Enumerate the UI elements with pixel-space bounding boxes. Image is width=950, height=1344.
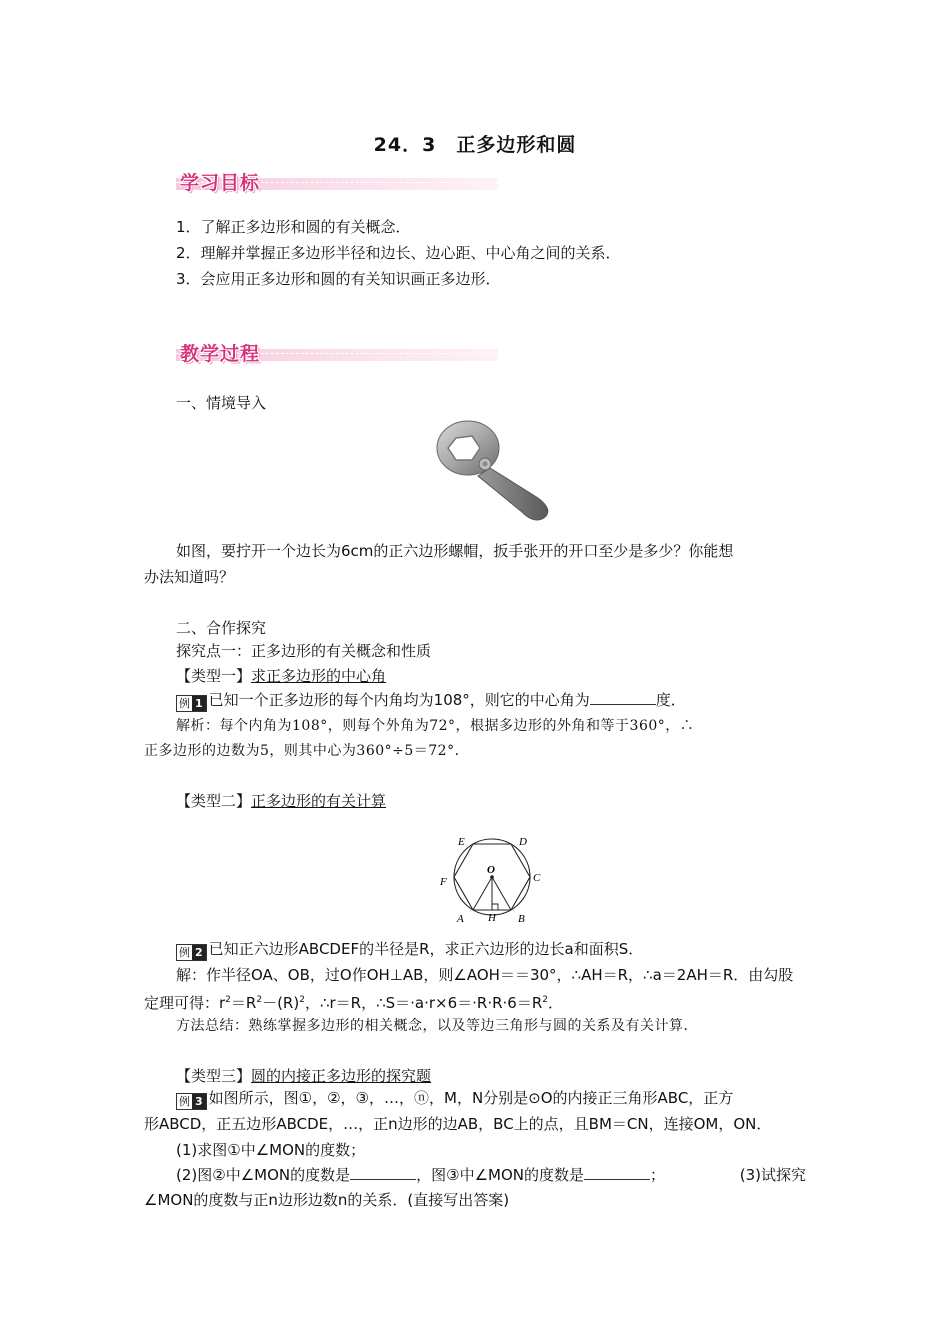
page-title: 24．3 正多边形和圆	[373, 134, 577, 156]
example1-question: 例 1 已知一个正多边形的每个内角均为108°，则它的中心角为 度．	[176, 690, 686, 712]
example3-line2: 形ABCD，正五边形ABCDE，…，正n边形的边AB，BC上的点，且BM＝CN，连接OM，ON．	[144, 1115, 772, 1133]
type1-name: 求正多边形的中心角	[251, 667, 387, 685]
process-banner	[176, 339, 498, 365]
example3-line3: (1)求图①中∠MON的度数；	[176, 1141, 366, 1159]
label-D: D	[519, 836, 527, 848]
intro-question-line1: 如图，要拧开一个边长为6cm的正六边形螺帽，扳手张开的开口至少是多少？你能想	[176, 542, 734, 560]
type3-heading	[176, 1066, 431, 1086]
wrench-illustration	[430, 418, 556, 522]
example1-analysis-line1: 解析：每个内角为108°，则每个外角为72°，根据多边形的外角和等于360°，∴	[176, 718, 695, 734]
process-label: 教学过程	[180, 343, 261, 365]
example2-solution-line1: 解：作半径OA、OB，过O作OH⊥AB，则∠AOH＝＝30°，∴AH＝R，∴a＝2AH＝R．由勾股	[176, 966, 794, 984]
example-badge: 例 2	[176, 944, 207, 961]
explore-point-1: 探究点一：正多边形的有关概念和性质	[176, 642, 432, 660]
label-C: C	[533, 872, 541, 884]
type1-tag: 【类型一】	[176, 667, 252, 685]
objectives-label: 学习目标	[180, 172, 261, 194]
example3-line5: ∠MON的度数与正n边形边数n的关系．(直接写出答案)	[144, 1191, 510, 1209]
example-badge: 例 1	[176, 695, 207, 712]
label-A: A	[457, 913, 464, 925]
answer-blank	[590, 690, 656, 705]
part2-heading: 二、合作探究	[176, 619, 267, 637]
example3-line1: 例 3 如图所示，图①，②，③，…，ⓝ，M，N分别是⊙O的内接正三角形ABC，正方	[176, 1088, 733, 1110]
example2-solution-line2: 定理可得：$r^2=R^2-(R)^2$，∴r＝R，$\therefore S=\cdot a\cdot r\times 6=\cdot R\cdot R\cdot 6=R^2$．	[144, 994, 564, 1012]
type2-tag: 【类型二】	[176, 792, 252, 810]
example3-line4: (2)图②中∠MON的度数是 ，图③中∠MON的度数是 ； (3)试探究	[176, 1166, 806, 1184]
example2-summary: 方法总结：熟练掌握多边形的相关概念，以及等边三角形与圆的关系及有关计算．	[176, 1018, 698, 1034]
answer-blank	[350, 1165, 416, 1180]
type2-heading	[176, 791, 386, 811]
type3-tag: 【类型三】	[176, 1067, 252, 1085]
type3-name: 圆的内接正多边形的探究题	[251, 1067, 432, 1085]
intro-question-line2: 办法知道吗？	[144, 568, 235, 586]
objective-item: 2．理解并掌握正多边形半径和边长、边心距、中心角之间的关系．	[176, 244, 621, 262]
objective-item: 1．了解正多边形和圆的有关概念．	[176, 218, 411, 236]
objective-item: 3．会应用正多边形和圆的有关知识画正多边形．	[176, 270, 501, 288]
label-E: E	[458, 836, 465, 848]
label-O: O	[487, 864, 495, 876]
hexagon-circle-figure	[436, 832, 548, 926]
type1-heading	[176, 666, 386, 686]
part1-heading: 一、情境导入	[176, 394, 267, 412]
label-B: B	[518, 913, 525, 925]
example2-question: 例 2 已知正六边形ABCDEF的半径是R，求正六边形的边长a和面积S．	[176, 939, 643, 961]
label-F: F	[440, 876, 447, 888]
example1-analysis-line2: 正多边形的边数为5，则其中心为360°÷5＝72°．	[144, 743, 470, 759]
answer-blank	[584, 1165, 650, 1180]
type2-name: 正多边形的有关计算	[251, 792, 387, 810]
example-badge: 例 3	[176, 1093, 207, 1110]
objectives-banner	[176, 168, 498, 194]
label-H: H	[488, 912, 496, 924]
